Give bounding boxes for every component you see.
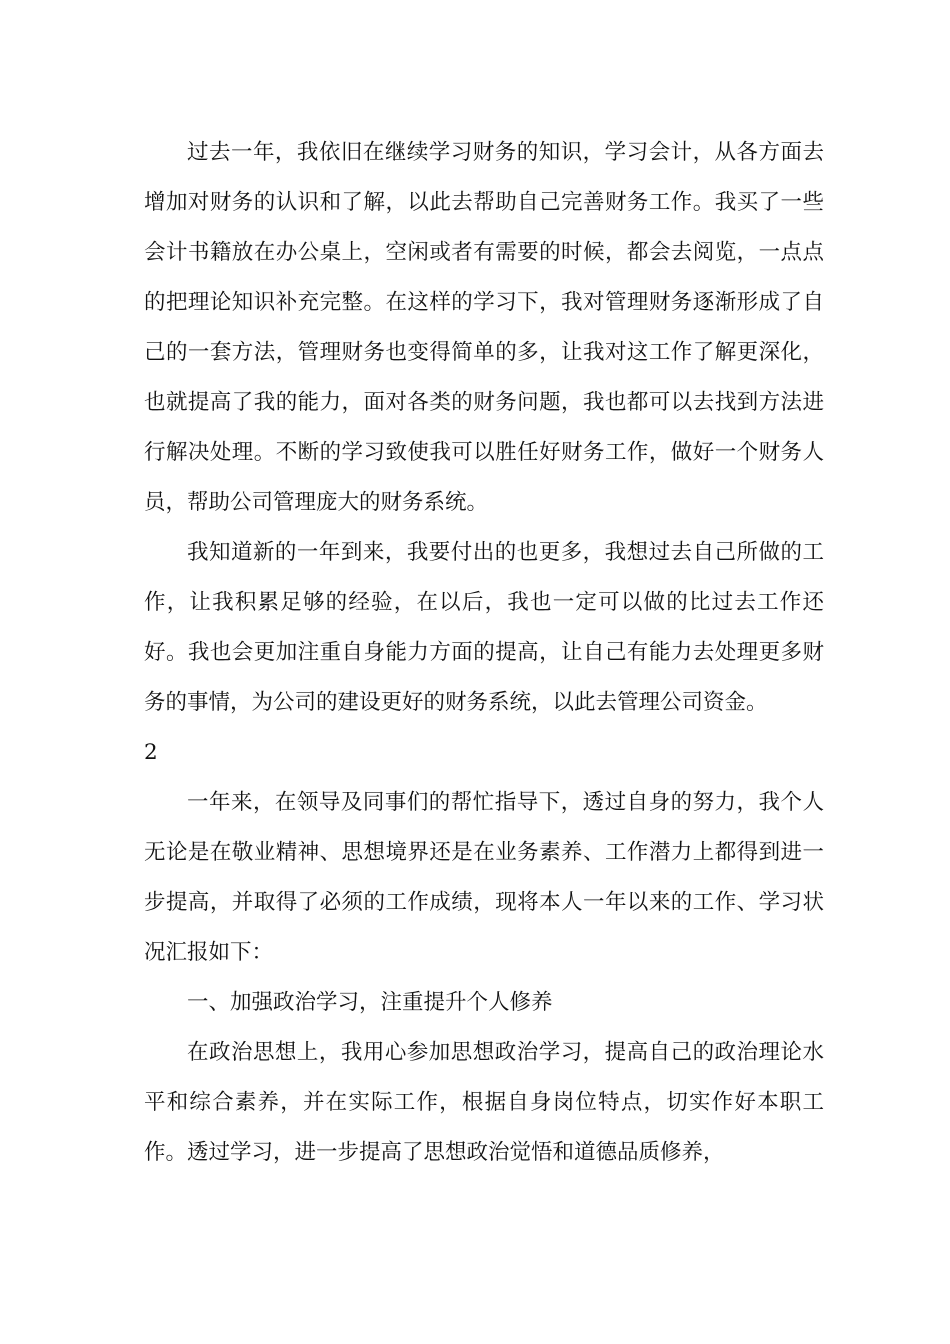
section-heading-political-study: 一、加强政治学习，注重提升个人修养 xyxy=(187,990,553,1015)
paragraph-study-finance: 过去一年，我依旧在继续学习财务的知识，学习会计，从各方面去增加对财务的认识和了解，以此去帮助自己完善财务工作。我买了一些会计书籍放在办公桌上，空闲或者有需要的时候，都会去阅览，一点点的把理论知识补充完整。在这样的学习下，我对管理财务逐渐形成了自己的一套方法，管理财务也变得简单的多，让我对这工作了解更深化，也就提高了我的能力，面对各类的财务问题，我也都可以去找到方法进行解决处理。不断的学习致使我可以胜任好财务工作，做好一个财务人员，帮助公司管理庞大的财务系统。 xyxy=(144,140,824,515)
document-body xyxy=(144,128,824,1178)
paragraph-year-summary: 一年来，在领导及同事们的帮忙指导下，透过自身的努力，我个人无论是在敬业精神、思想境界还是在业务素养、工作潜力上都得到进一步提高，并取得了必须的工作成绩，现将本人一年以来的工作、学习状况汇报如下： xyxy=(144,790,824,965)
paragraph-political-thought: 在政治思想上，我用心参加思想政治学习，提高自己的政治理论水平和综合素养，并在实际工作，根据自身岗位特点，切实作好本职工作。透过学习，进一步提高了思想政治觉悟和道德品质修养， xyxy=(144,1040,824,1165)
paragraph-new-year-plan: 我知道新的一年到来，我要付出的也更多，我想过去自己所做的工作，让我积累足够的经验，在以后，我也一定可以做的比过去工作还好。我也会更加注重自身能力方面的提高，让自己有能力去处理更多财务的事情，为公司的建设更好的财务系统，以此去管理公司资金。 xyxy=(144,540,824,715)
section-number: 2 xyxy=(144,740,158,765)
